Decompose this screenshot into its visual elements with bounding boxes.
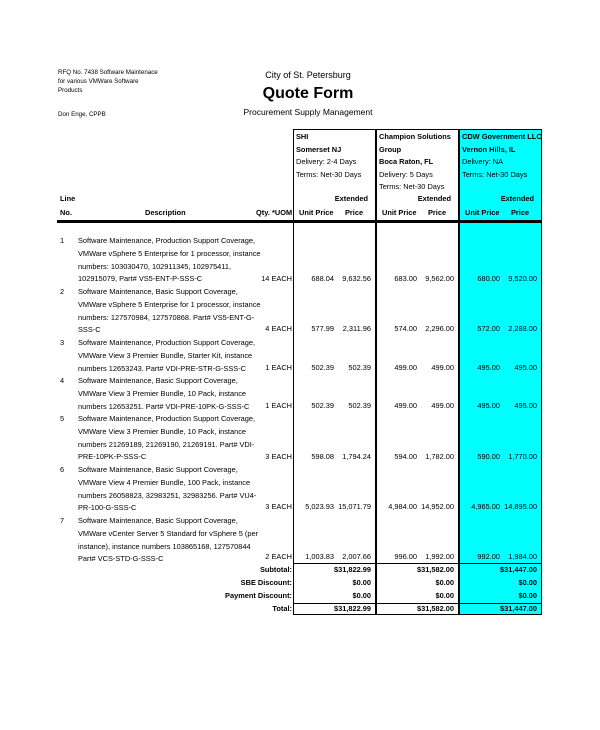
vendor-location: Boca Raton, FL <box>379 157 434 166</box>
champion-extended-price: 1,782.00 <box>425 452 454 461</box>
col-line-no: No. <box>60 208 72 217</box>
line-no: 6 <box>60 465 65 474</box>
item-qty: 3 EACH <box>265 502 292 511</box>
subtotal-rule <box>293 563 542 564</box>
col-unit-price-cdw: Unit Price <box>465 208 500 217</box>
vendor-terms: Terms: Net-30 Days <box>296 169 362 179</box>
item-qty: 4 EACH <box>265 324 292 333</box>
city-name: City of St. Petersburg <box>265 70 351 80</box>
vendor-header-champion <box>379 131 451 194</box>
col-price-cdw: Price <box>511 208 530 217</box>
shi-extended-price: 2,311.96 <box>342 324 371 333</box>
rfq-line-2: for various VMWare Software <box>58 78 139 85</box>
item-qty: 1 EACH <box>265 401 292 410</box>
total-label: Total: <box>272 604 292 613</box>
rfq-line-3: Products <box>58 87 83 94</box>
champion-extended-price: 1,992.00 <box>425 552 454 561</box>
shi-payment-discount: $0.00 <box>352 591 371 600</box>
item-qty: 1 EACH <box>265 363 292 372</box>
cdw-payment-discount: $0.00 <box>518 591 537 600</box>
cdw-extended-price: 14,895.00 <box>504 502 537 511</box>
champion-extended-price: 499.00 <box>431 401 454 410</box>
cdw-extended-price: 495.00 <box>514 401 537 410</box>
vendor-name: CDW Government LLC <box>462 132 542 141</box>
vendor-header-cdw <box>462 131 542 181</box>
line-no: 3 <box>60 338 65 347</box>
champion-unit-price: 683.00 <box>394 274 417 283</box>
col-unit-price-shi: Unit Price <box>299 208 334 217</box>
col-unit-price-champion: Unit Price <box>382 208 417 217</box>
shi-unit-price: 598.08 <box>311 452 334 461</box>
contact-name: Don Enge, CPPB <box>58 111 106 118</box>
header-rule <box>57 220 542 223</box>
cdw-unit-price: 992.00 <box>477 552 500 561</box>
sbe-discount-label: SBE Discount: <box>240 578 292 587</box>
vendor-terms: Terms: Net-30 Days <box>379 182 445 191</box>
line-no: 1 <box>60 236 65 245</box>
item-qty: 14 EACH <box>261 274 292 283</box>
cdw-unit-price: 4,965.00 <box>471 502 500 511</box>
shi-unit-price: 502.39 <box>311 363 334 372</box>
col-description: Description <box>145 208 186 217</box>
vendor-delivery: Delivery: 5 Days <box>379 169 433 179</box>
shi-unit-price: 1,003.83 <box>305 552 334 561</box>
champion-unit-price: 499.00 <box>394 401 417 410</box>
vendor-terms: Terms: Net-30 Days <box>462 169 528 179</box>
champion-total: $31,582.00 <box>417 604 454 613</box>
shi-total: $31,822.99 <box>334 604 371 613</box>
cdw-extended-price: 2,288.00 <box>508 324 537 333</box>
shi-extended-price: 9,632.56 <box>342 274 371 283</box>
shi-sbe-discount: $0.00 <box>352 578 371 587</box>
col-uom: *UOM <box>272 208 293 217</box>
col-extended-cdw: Extended <box>500 194 534 203</box>
champion-unit-price: 594.00 <box>394 452 417 461</box>
cdw-unit-price: 680.00 <box>477 274 500 283</box>
vendor-header-shi <box>296 131 361 181</box>
shi-unit-price: 577.99 <box>311 324 334 333</box>
cdw-sbe-discount: $0.00 <box>518 578 537 587</box>
shi-unit-price: 688.04 <box>311 274 334 283</box>
cdw-extended-price: 1,770.00 <box>508 452 537 461</box>
cdw-extended-price: 495.00 <box>514 363 537 372</box>
cdw-unit-price: 495.00 <box>477 401 500 410</box>
shi-extended-price: 15,071.79 <box>338 502 371 511</box>
champion-unit-price: 4,984.00 <box>388 502 417 511</box>
rfq-info <box>58 68 158 95</box>
line-no: 7 <box>60 516 65 525</box>
shi-unit-price: 5,023.93 <box>305 502 334 511</box>
col-price-shi: Price <box>345 208 364 217</box>
shi-extended-price: 2,007.66 <box>342 552 371 561</box>
col-price-champion: Price <box>428 208 447 217</box>
page-title: Quote Form <box>262 85 354 102</box>
item-description: Software Maintenance, Production Support Coverage, VMWare View 3 Premier Bundle, 10 Pack, instance numbers 21269189, 21269190, 21269191. Part# VDI-PRE-10PK-P-SSS-C <box>78 414 256 462</box>
cdw-subtotal: $31,447.00 <box>500 565 537 574</box>
col-line-top: Line <box>60 194 76 203</box>
shi-extended-price: 502.39 <box>348 401 371 410</box>
cdw-unit-price: 572.00 <box>477 324 500 333</box>
champion-extended-price: 499.00 <box>431 363 454 372</box>
champion-extended-price: 9,562.00 <box>425 274 454 283</box>
champion-extended-price: 14,952.00 <box>421 502 454 511</box>
item-description: Software Maintenance, Basic Support Coverage, VMWare View 3 Premier Bundle, 10 Pack, instance numbers 12653251. Part# VDI-PRE-10PK-G-SSS-C <box>78 376 250 411</box>
champion-subtotal: $31,582.00 <box>417 565 454 574</box>
shi-unit-price: 502.39 <box>311 401 334 410</box>
champion-sbe-discount: $0.00 <box>435 578 454 587</box>
champion-unit-price: 574.00 <box>394 324 417 333</box>
item-description: Software Maintenance, Basic Support Coverage, VMWare vSphere 5 Enterprise for 1 processor, instance numbers: 127570984, 127570868. Part# VS5-ENT-G-SSS-C <box>78 287 261 335</box>
line-no: 2 <box>60 287 65 296</box>
vendor-location: Vernon Hills, IL <box>462 144 516 154</box>
cdw-unit-price: 590.00 <box>477 452 500 461</box>
line-no: 4 <box>60 376 65 385</box>
vendor-name-2: Group <box>379 144 402 154</box>
vendor-name: SHI <box>296 132 309 141</box>
champion-unit-price: 996.00 <box>394 552 417 561</box>
vendor-location: Somerset NJ <box>296 144 342 154</box>
page-subtitle: Procurement Supply Management <box>243 107 373 117</box>
vendor-name: Champion Solutions <box>379 132 451 141</box>
item-qty: 3 EACH <box>265 452 292 461</box>
rfq-line-1: RFQ No. 7438 Software Maintenace <box>58 69 158 76</box>
shi-extended-price: 1,794.24 <box>342 452 371 461</box>
champion-unit-price: 499.00 <box>394 363 417 372</box>
item-qty: 2 EACH <box>265 552 292 561</box>
vendor-delivery: Delivery: 2-4 Days <box>296 157 357 166</box>
col-extended-shi: Extended <box>334 194 368 203</box>
payment-discount-label: Payment Discount: <box>225 591 292 600</box>
item-description: Software Maintenance, Basic Support Coverage, VMWare View 4 Premier Bundle, 100 Pack, instance numbers 26058823, 32983251, 32983256. Part# VU4-PR-100-G-SSS-C <box>78 465 257 513</box>
item-description: Software Maintenance, Production Support Coverage, VMWare View 3 Premier Bundle, Starter Kit, instance numbers 12653243. Part# VDI-PRE-STR-G-SSS-C <box>78 338 256 373</box>
cdw-extended-price: 9,520.00 <box>508 274 537 283</box>
col-extended-champion: Extended <box>417 194 451 203</box>
vendor-delivery: Delivery: NA <box>462 157 504 166</box>
champion-extended-price: 2,296.00 <box>425 324 454 333</box>
shi-subtotal: $31,822.99 <box>334 565 371 574</box>
shi-extended-price: 502.39 <box>348 363 371 372</box>
col-qty: Qty. <box>256 208 270 217</box>
champion-payment-discount: $0.00 <box>435 591 454 600</box>
item-description: Software Maintenance, Production Support Coverage, VMWare vSphere 5 Enterprise for 1 processor, instance numbers: 103030470, 102911345, 102975411, 102915079, Part# VS5-ENT-P-SSS-C <box>78 236 261 284</box>
item-description: Software Maintenance, Basic Support Coverage, VMWare vCenter Server 5 Standard for vSphere 5 (per instance), instance numbers 103865168, 127570844 Part# VCS-STD-G-SSS-C <box>78 516 259 564</box>
cdw-extended-price: 1,984.00 <box>508 552 537 561</box>
subtotal-label: Subtotal: <box>259 565 292 574</box>
cdw-total: $31,447.00 <box>500 604 537 613</box>
line-no: 5 <box>60 414 65 423</box>
cdw-unit-price: 495.00 <box>477 363 500 372</box>
